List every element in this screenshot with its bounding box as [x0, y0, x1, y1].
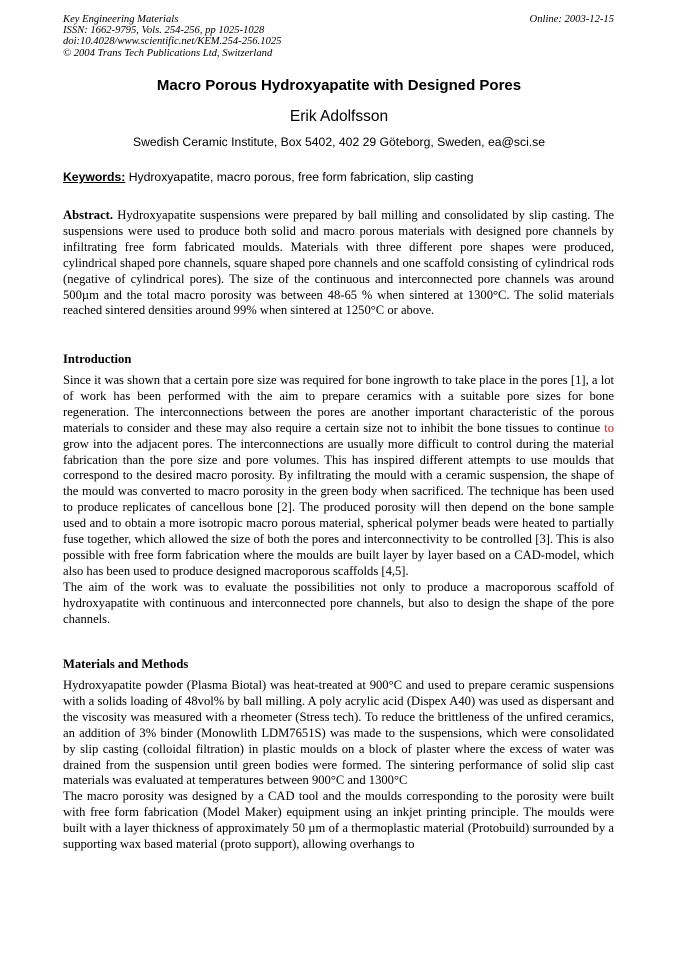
- intro-text-a: Since it was shown that a certain pore size was required for bone ingrowth to take place in the pores [1], a lot of work has been performed with the aim to prepare ceramics with a suitable pore sizes for bone regeneration. The interconnections between the pores are another important characteristic of the porous materials to consider and these may also require a certain size not to inhibit the bone tissues to continue: [63, 373, 614, 435]
- abstract: [63, 208, 614, 319]
- doi-line: doi:10.4028/www.scientific.net/KEM.254-256.1025: [63, 36, 282, 48]
- issn-line: ISSN: 1662-9795, Vols. 254-256, pp 1025-1028: [63, 25, 265, 37]
- methods-body: [63, 678, 614, 853]
- author-name: Erik Adolfsson: [289, 108, 389, 125]
- methods-heading: Materials and Methods: [63, 657, 189, 671]
- intro-highlight: to: [604, 420, 614, 435]
- online-date: Online: 2003-12-15: [529, 14, 614, 25]
- introduction-paragraph-1: [63, 373, 614, 580]
- introduction-paragraph-2: The aim of the work was to evaluate the possibilities not only to produce a macroporous scaffold of hydroxyapatite with continuous and interconnected pore channels, but also to design the shape of the pore channels.: [63, 579, 614, 626]
- abstract-paragraph: [63, 208, 614, 319]
- intro-text-b: grow into the adjacent pores. The interconnections are usually more difficult to control during the material fabrication than the pore size and pore volumes. This has inspired different attempts to use moulds that correspond to the desired macro porosity. By infiltrating the mould with a ceramic suspension, the shape of the mould was converted to macro porosity in the green body when sacrificed. The technique has been used to produce replicates of cancellous bone [2]. The produced porosity will then depend on the bone sample used and to obtain a more isotropic macro porous material, spherical polymer beads were heated to partially fuse together, which allowed the size of both the pores and interconnectivity to be controlled [3]. This is also possible with free form fabrication where the moulds are built layer by layer based on a CAD-model, which also has been used to produce designed macroporous scaffolds [4,5].: [63, 436, 614, 578]
- journal-header: [63, 14, 281, 59]
- author-affiliation: Swedish Ceramic Institute, Box 5402, 402 29 Göteborg, Sweden, ea@sci.se: [132, 135, 546, 149]
- copyright-line: © 2004 Trans Tech Publications Ltd, Switzerland: [63, 47, 273, 59]
- keywords-text: Hydroxyapatite, macro porous, free form fabrication, slip casting: [128, 170, 474, 184]
- keywords-label: Keywords:: [63, 170, 126, 184]
- introduction-body: [63, 373, 614, 628]
- keywords: [63, 170, 615, 184]
- methods-paragraph-2: The macro porosity was designed by a CAD tool and the moulds corresponding to the porosity were built with free form fabrication (Model Maker) equipment using an inkjet printing principle. The moulds were built with a layer thickness of approximately 50 µm of a thermoplastic material (Protobuild) surrounded by a supporting wax based material (proto support), allowing overhangs to: [63, 789, 614, 852]
- abstract-label: Abstract.: [63, 208, 114, 222]
- journal-name: Key Engineering Materials: [63, 14, 179, 25]
- paper-title: Macro Porous Hydroxyapatite with Designed Pores: [156, 77, 522, 94]
- introduction-heading: Introduction: [63, 352, 132, 366]
- abstract-text: Hydroxyapatite suspensions were prepared by ball milling and consolidated by slip casting. The suspensions were used to produce both solid and macro porous materials with designed pore channels by infiltrating free form fabricated moulds. Materials with three different pore shapes were produced, cylindrical shaped pore channels, square shaped pore channels and one scaffold consisting of cylindrical rods (negative of cylindrical pores). The size of the continuous and interconnected pore channels was around 500µm and the total macro porosity was between 48-65 % when sintered at 1300°C. The solid materials reached sintered densities around 99% when sintered at 1250°C or above.: [63, 208, 614, 318]
- methods-paragraph-1: Hydroxyapatite powder (Plasma Biotal) was heat-treated at 900°C and used to prepare ceramic suspensions with a solids loading of 48vol% by ball milling. A poly acrylic acid (Dispex A40) was used as dispersant and the viscosity was measured with a rheometer (Stress tech). To reduce the brittleness of the unfired ceramics, an addition of 3% binder (Monowlith LDM7651S) was made to the suspensions, which were consolidated by slip casting (colloidal filtration) in plastic moulds on a block of plaster where the excess of water was drained from the suspension until green bodies were formed. The sintering performance of solid slip cast materials was evaluated at temperatures between 900°C and 1300°C: [63, 678, 614, 788]
